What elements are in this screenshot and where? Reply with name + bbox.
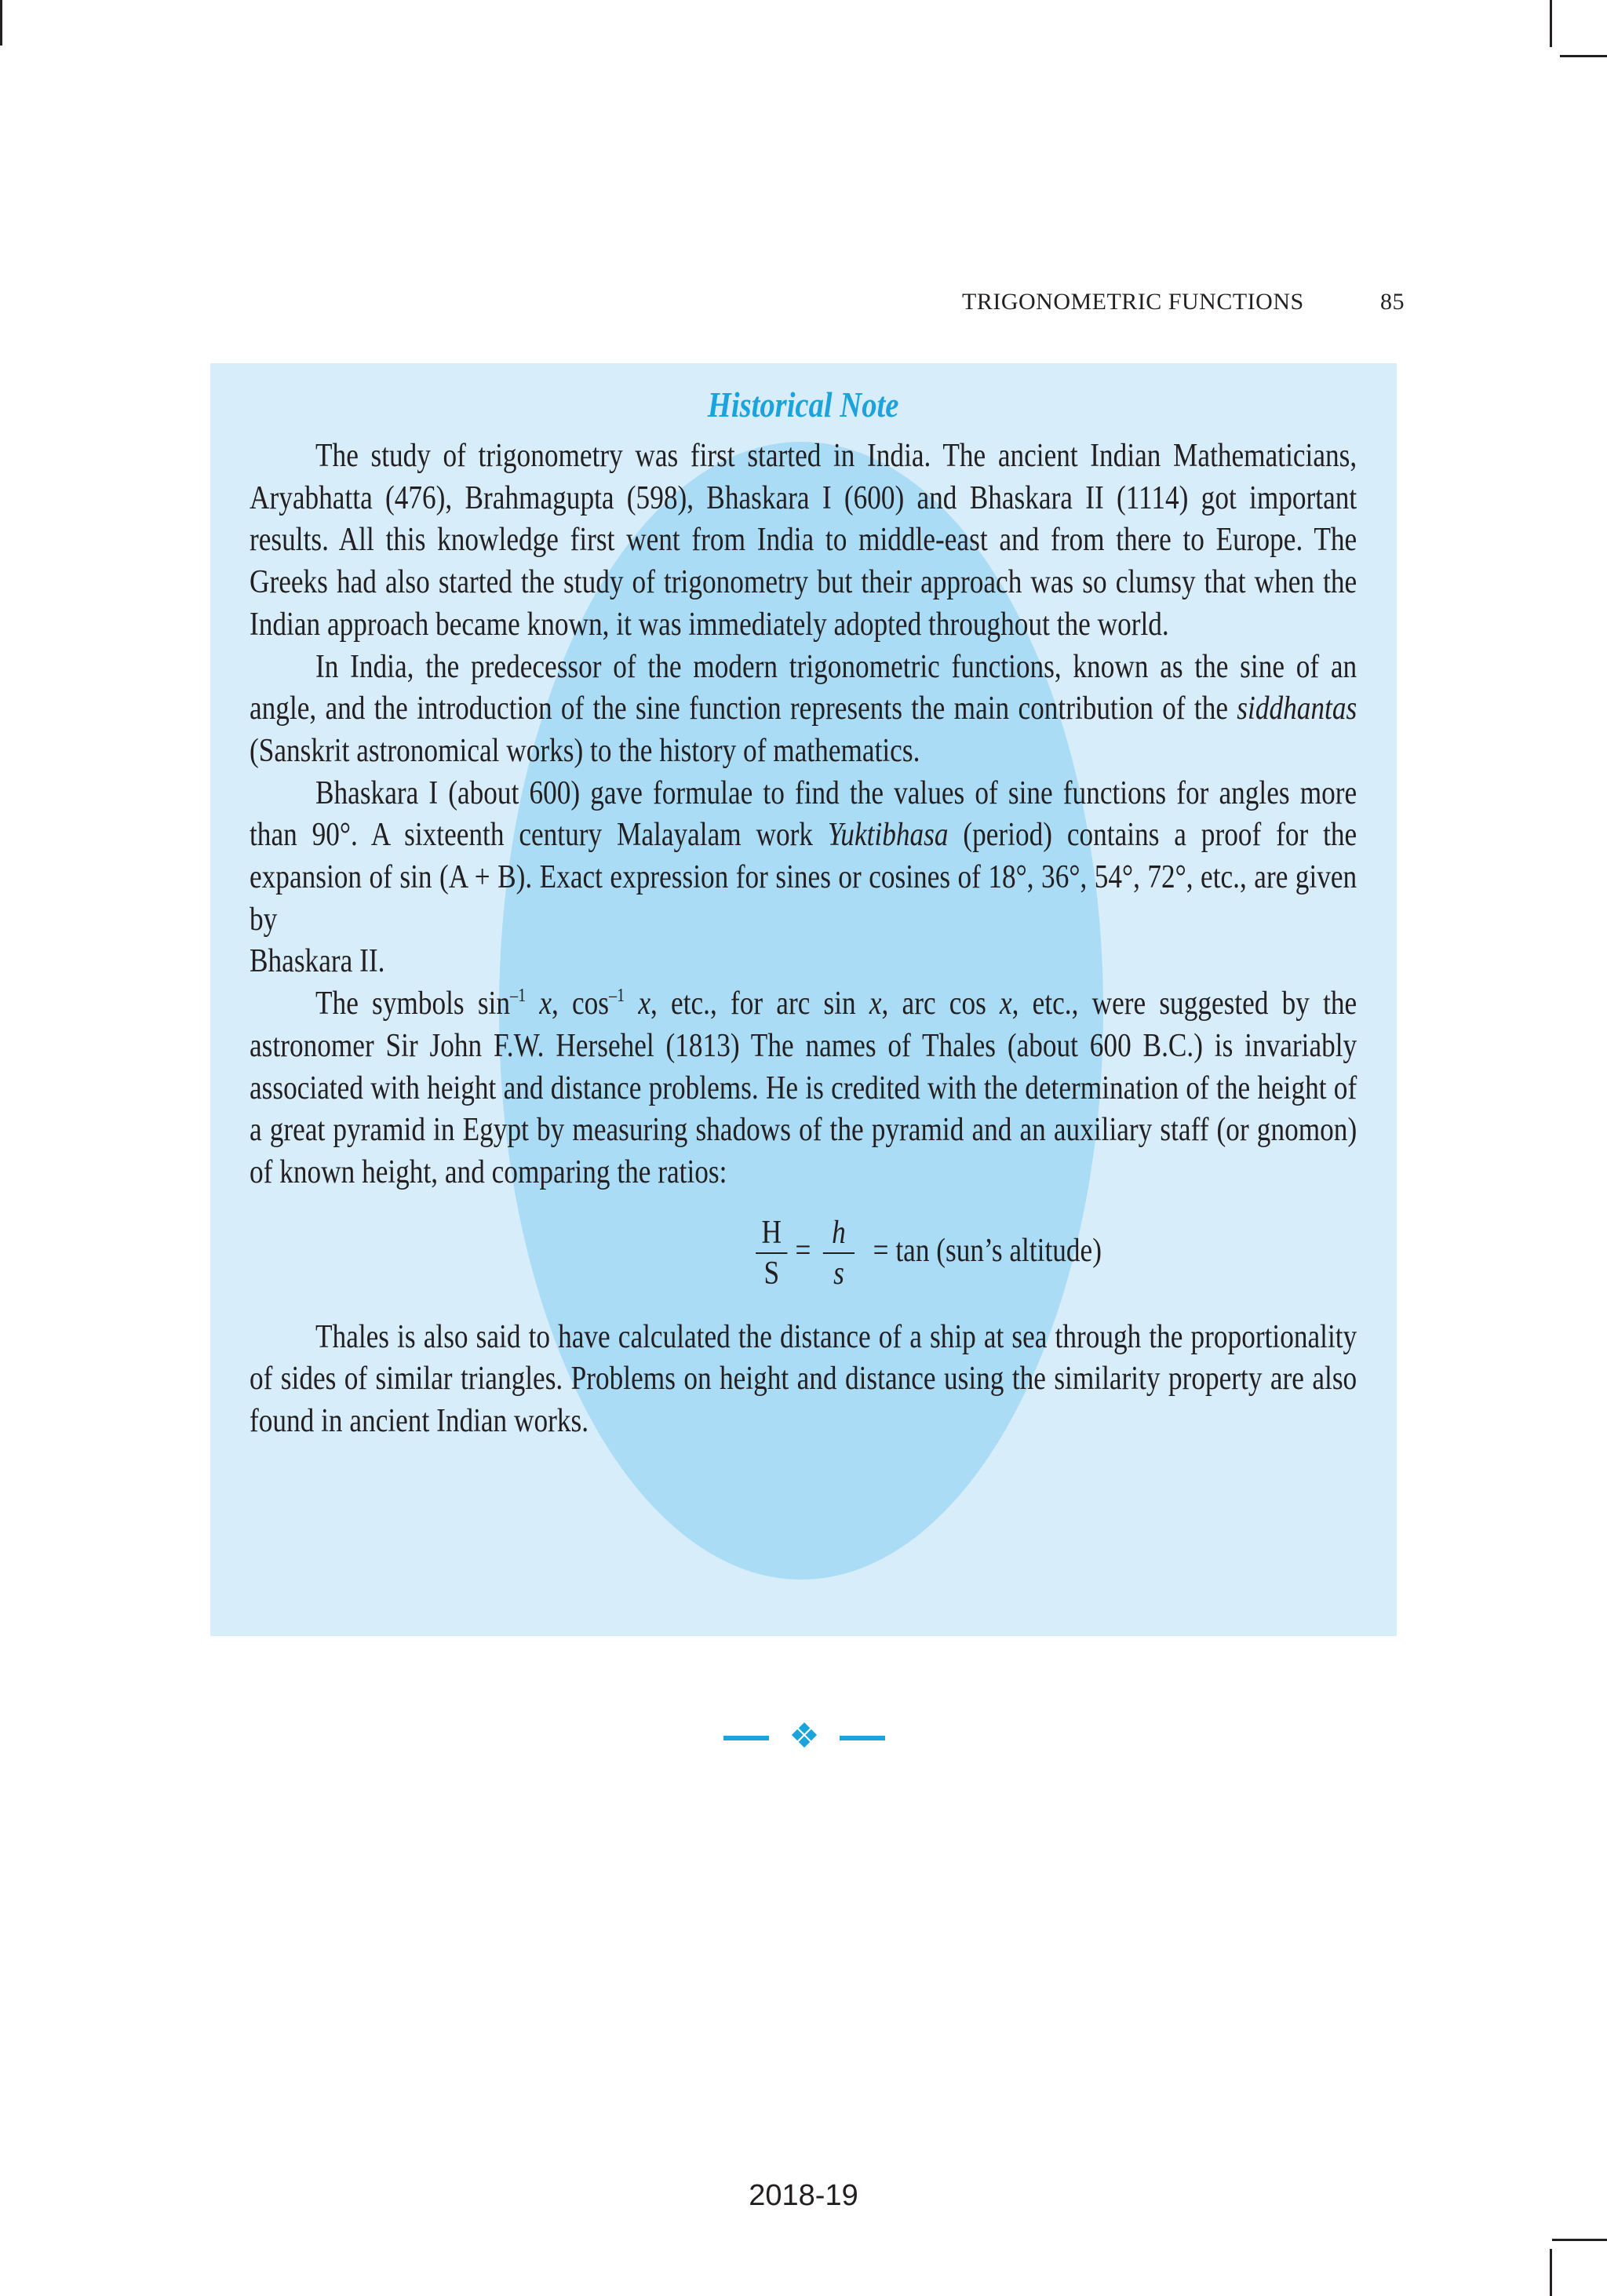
paragraph-bhaskara-text-1: Bhaskara I (about 600) gave formulae to find the values of sine functions for angles more than 90°. A sixteenth century Malayalam work [250,774,1357,854]
note-heading: Historical Note [707,384,899,425]
running-title: TRIGONOMETRIC FUNCTIONS [962,289,1304,315]
denominator-S: S [763,1255,780,1292]
symbols-text-1: The symbols sin [315,986,510,1022]
separator-dash-right [840,1736,885,1740]
paragraph-thales: Thales is also said to have calculated the distance of a ship at sea through the proportionality of sides of similar triangles. Problems on height and distance using the similarity property are also found in ancient Indian works. [250,1318,1357,1440]
paragraph-bhaskara-end: Bhaskara II. [250,943,385,980]
paragraph-siddhantas-text-2: (Sanskrit astronomical works) to the history of mathematics. [250,732,920,769]
page-number: 85 [1380,289,1405,315]
equals-sign: = [795,1232,811,1269]
variable-x-2: x [638,986,651,1022]
historical-note-content [250,363,1357,1443]
separator-dash-left [723,1736,769,1740]
crop-mark-top-right-horizontal [1560,55,1607,57]
crop-mark-bottom-right-horizontal [1552,2239,1607,2241]
term-yuktibhasa: Yuktibhasa [827,817,949,854]
chapter-end-separator [723,1718,885,1758]
crop-mark-top-left [0,0,2,46]
symbols-text-4: , arc cos [881,986,1000,1022]
numerator-h: h [832,1214,846,1251]
variable-x-4: x [1000,986,1012,1022]
symbols-text-3: , etc., for arc sin [650,986,869,1022]
symbols-text-2: , cos [552,986,610,1022]
term-siddhantas: siddhantas [1237,691,1357,727]
variable-x-3: x [869,986,882,1022]
paragraph-symbols [250,983,1357,1194]
thales-equation [250,1194,1357,1306]
superscript-inverse-1: –1 [509,986,527,1007]
numerator-H: H [761,1214,782,1251]
paragraph-bhaskara-spaced-line: sines or cosines of 18°, 36°, 54°, 72°, etc., are given by [250,859,1357,938]
paragraph-origins: The study of trigonometry was first started in India. The ancient Indian Mathematicians, Aryabhatta (476), Brahmagupta (598), Bhaskara I (600) and Bhaskara II (1114) got important results. All this knowledge first went from India to middle-east and from there to Europe. The Greeks had also started the study of trigonometry but their approach was so clumsy that when the Indian approach became known, it was immediately adopted throughout the world. [250,438,1357,643]
superscript-inverse-2: –1 [609,986,625,1007]
diamond-ornament-icon: ❖ [789,1716,820,1756]
footer-year: 2018-19 [749,2179,858,2212]
symbols-text-5: , etc., were suggested by the astronomer Sir John F.W. Hersehel (1813) The names of Thales (about 600 B.C.) is invariably associated with height and distance problems. He is credited with the determination of the height of a great pyramid in Egypt by measuring shadows of the pyramid and an auxiliary staff (or gnomon) of known height, and comparing the ratios: [250,986,1357,1190]
paragraph-siddhantas [250,647,1357,773]
crop-mark-top-right-vertical [1550,0,1552,47]
paragraph-siddhantas-text-1: In India, the predecessor of the modern trigonometric functions, known as the sine of an angle, and the introduction of the sine function represents the main contribution of the [250,648,1357,727]
denominator-s: s [833,1255,844,1292]
historical-note-box [210,363,1397,1636]
variable-x-1: x [539,986,552,1022]
fraction-small-h-over-s [823,1213,855,1293]
paragraph-bhaskara [250,773,1357,942]
fraction-h-over-s [756,1213,787,1293]
paragraph-bhaskara-text-2: (period) contains a proof for the expansion of sin (A + B). Exact expression for [250,817,1357,896]
equation-rhs: = tan (sun’s altitude) [873,1232,1102,1269]
crop-mark-bottom-right-vertical [1550,2249,1552,2296]
